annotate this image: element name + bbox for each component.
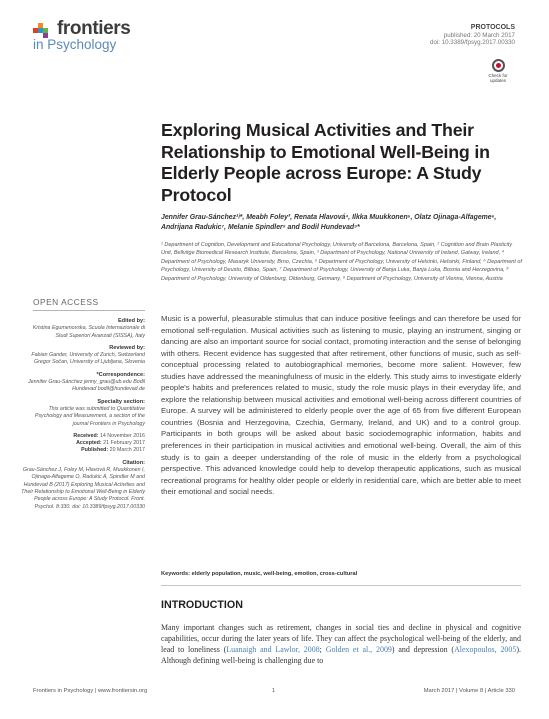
- keywords: elderly population, music, well-being, emotion, cross-cultural: [191, 571, 358, 577]
- reviewed-by-label: Reviewed by:: [109, 344, 145, 351]
- journal-name: in Psychology: [33, 37, 117, 52]
- affiliations: ¹ Department of Cognition, Development and Educational Psychology, University of Barcelona, Barcelona, Spain, ² Cognition and Brain Plasticity Unit, Bellvitge Biomedical Research Institute, Barcelona, Spain, ³ Department of Psychology, National University of Ireland, Galway, Ireland, ⁴ Department of Psychology, Masaryk University, Brno, Czechia, ⁵ Department of Psychology, University of Helsinki, Helsinki, Finland, ⁶ Department of Psychology, University of Deusto, Bilbao, Spain, ⁷ Department of Psychology, University of Banja Luka, Banja Luka, Bosnia and Herzegovina, ⁸ Department of Psychology, University of Oldenburg, Oldenburg, Germany, ⁹ Department of Psychology, University of Vienna, Vienna, Austria: [161, 242, 523, 282]
- correspondence-label: *Correspondence:: [96, 371, 145, 378]
- section-heading: INTRODUCTION: [161, 599, 243, 611]
- article-meta: [430, 24, 515, 47]
- article-info-sidebar: [20, 318, 145, 516]
- published-date-sidebar: Published: 20 March 2017: [81, 447, 145, 454]
- published-date: published: 20 March 2017: [443, 31, 515, 39]
- citation-link[interactable]: Golden et al., 2009: [325, 645, 392, 655]
- accepted-date: Accepted: 21 February 2017: [76, 440, 145, 447]
- divider: [161, 585, 521, 586]
- keywords-line: [161, 571, 521, 577]
- citation-label: Citation:: [122, 459, 145, 466]
- page-number: 1: [272, 688, 276, 694]
- article-type: PROTOCOLS: [470, 24, 515, 31]
- article-title: Exploring Musical Activities and Their Relationship to Emotional Well-Being in Elderly People across Europe: A Study Protocol: [161, 120, 490, 205]
- specialty-label: Specialty section:: [97, 398, 145, 405]
- update-icon: [492, 59, 505, 72]
- abstract: Music is a powerful, pleasurable stimulus that can induce positive feelings and can therefore be used for emotional self-regulation. Musical activities such as listening to music, playing an instrument, singing or dancing are also an important source for social contact, promoting interaction and the sense of belonging with others. Recent evidence has suggested that after retirement, other functions of music, such as self-conceptual processing related to autobiographical memories, become more salient. However, few studies have addressed the meaningfulness of music in the elderly. This study aims to investigate elderly people's habits and preferences related to music, study the role music plays in their everyday life, and explore the relationship between musical activities and emotional well-being across different countries of Europe. A survey will be administered to elderly people over the age of 65 from five different European countries (Bosnia and Herzegovina, Czechia, Germany, Ireland, and UK) and to a control group. Participants in both groups will be asked about basic sociodemographic information, habits and preferences in their participation in musical activities and emotional well-being. Overall, the aim of this study is to gain a deeper understanding of the role of music in the elderly from a psychological perspective. This advanced knowledge could help to develop therapeutic applications, such as musical recreational programs for healthy older people or elderly in residential care, which are better able to meet their emotional and social needs.: [161, 314, 521, 497]
- received-date: Received: 14 November 2016: [73, 432, 145, 439]
- reviewer: Gregor Sočan, University of Ljubljana, Slovenia: [34, 359, 145, 366]
- check-updates-label: Check for updates: [488, 73, 508, 83]
- footer-journal-link[interactable]: Frontiers in Psychology | www.frontiersin.org: [33, 688, 148, 694]
- footer-issue-info: March 2017 | Volume 8 | Article 330: [423, 688, 515, 694]
- divider: [33, 310, 145, 311]
- citation-text: Grau-Sánchez J, Foley M, Hlavová R, Muukkonen I, Ojinaga-Alfageme O, Radukic A, Spindler M and Hundevad B (2017) Exploring Musical Activities and Their Relationship to Emotional Well-Being in Elderly People across Europe: A Study Protocol. Front. Psychol. 8:330. doi: 10.3389/fpsyg.2017.00330: [21, 467, 145, 510]
- intro-paragraph: Many important changes such as retirement, changes in social ties and decline in physical and cognitive capabilities, occur during the later years of life. They can affect the psychological well-being of the elderly, and lead to loneliness (Luanaigh and Lawlor, 2008; Golden et al., 2009) and depression (Alexopoulos, 2005). Although defining well-being is challenging due to: [161, 623, 521, 666]
- reviewer: Fabian Gander, University of Zurich, Switzerland: [31, 352, 145, 359]
- editor: Kristina Egumenovska, Scuola Internazionale di Studi Superiori Avanzati (SISSA), Italy: [32, 325, 145, 339]
- edited-by-label: Edited by:: [117, 318, 145, 324]
- frontiers-logo-icon: [33, 20, 55, 38]
- open-access-label: OPEN ACCESS: [33, 297, 99, 307]
- citation-link[interactable]: Alexopoulos, 2005: [454, 645, 517, 655]
- check-for-updates-button[interactable]: [483, 59, 513, 87]
- keywords-label: Keywords:: [161, 571, 191, 577]
- doi-link[interactable]: doi: 10.3389/fpsyg.2017.00330: [430, 39, 515, 47]
- specialty-section: This article was submitted to Quantitative Psychology and Measurement, a section of the journal Frontiers in Psychology: [34, 405, 145, 427]
- citation-link[interactable]: Luanaigh and Lawlor, 2008: [226, 645, 320, 655]
- brand-name: frontiers: [57, 18, 131, 39]
- correspondence-contacts[interactable]: Jennifer Grau-Sánchez jenny_grau@ub.edu Bodil Hundevad bodil@hundevad.de: [28, 379, 145, 393]
- author-list: Jennifer Grau-Sánchez¹ʲ*, Meabh Foley³, Renata Hlavová⁴, Ilkka Muukkonen⁵, Olatz Ojinaga-Alfageme⁶, Andrijana Radukic⁷, Melanie Spindler⁸ and Bodil Hundevad⁹*: [161, 214, 497, 232]
